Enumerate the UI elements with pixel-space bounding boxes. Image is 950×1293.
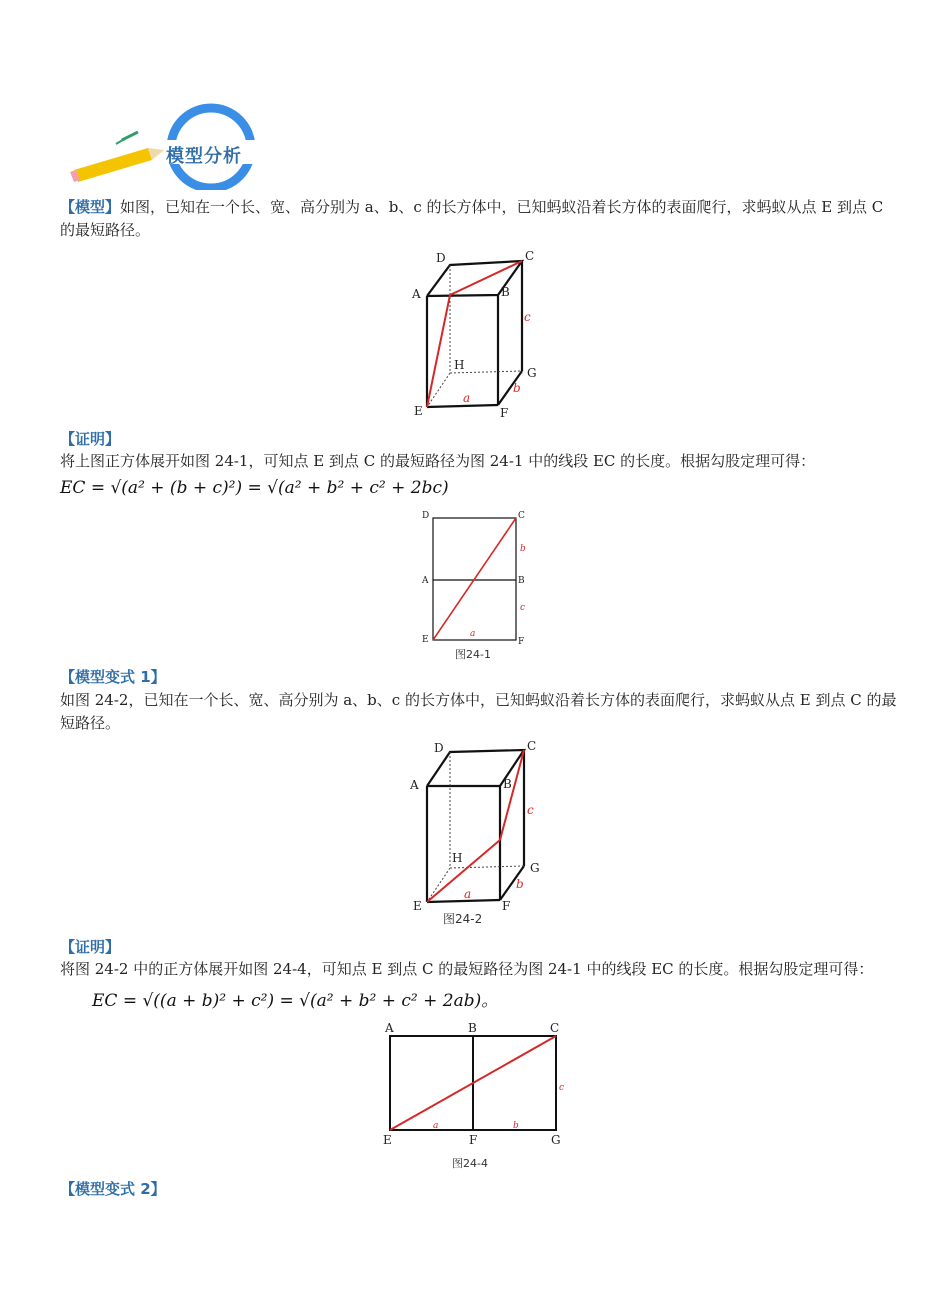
figure-24-4 bbox=[375, 1018, 575, 1153]
edge-label-b: b bbox=[513, 1121, 519, 1131]
section-badge bbox=[66, 100, 266, 190]
label-A: A bbox=[422, 576, 429, 586]
label-A: A bbox=[412, 287, 421, 301]
label-C: C bbox=[518, 511, 525, 521]
variant1-text: 如图 24-2，已知在一个长、宽、高分别为 a、b、c 的长方体中，已知蚂蚁沿着长方体的表面爬行，求蚂蚁从点 E 到点 C 的最短路径。 bbox=[60, 691, 897, 732]
proof2-formula: EC = √((a + b)² + c²) = √(a² + b² + c² + 2ab)。 bbox=[92, 991, 499, 1011]
label-E: E bbox=[422, 635, 429, 645]
edge-label-b: b bbox=[513, 381, 521, 395]
edge-label-a: a bbox=[464, 887, 472, 901]
label-E: E bbox=[413, 899, 422, 913]
figure-cuboid-1 bbox=[400, 245, 550, 420]
edge-label-c: c bbox=[527, 803, 534, 817]
label-G: G bbox=[527, 366, 537, 380]
label-G: G bbox=[530, 861, 540, 875]
label-D: D bbox=[436, 251, 446, 265]
edge-label-a: a bbox=[463, 391, 471, 405]
proof2-text: 将图 24-2 中的正方体展开如图 24-4，可知点 E 到点 C 的最短路径为图 24-1 中的线段 EC 的长度。根据勾股定理可得： bbox=[60, 960, 874, 978]
figure-24-2-caption: 图24-2 bbox=[443, 912, 483, 926]
edge-label-c: c bbox=[524, 310, 531, 324]
figure-24-4-caption: 图24-4 bbox=[452, 1157, 488, 1170]
label-C: C bbox=[550, 1021, 560, 1035]
label-B: B bbox=[501, 285, 510, 299]
label-B: B bbox=[518, 576, 525, 586]
figure-24-2 bbox=[400, 736, 550, 926]
label-D: D bbox=[434, 741, 444, 755]
variant2-heading: 【模型变式 2】 bbox=[60, 1180, 166, 1198]
edge-label-b: b bbox=[516, 877, 524, 891]
label-E: E bbox=[414, 404, 423, 418]
label-B: B bbox=[503, 777, 512, 791]
label-F: F bbox=[469, 1133, 478, 1147]
label-F: F bbox=[518, 637, 525, 647]
label-H: H bbox=[454, 358, 465, 372]
edge-label-c: c bbox=[520, 603, 526, 613]
label-D: D bbox=[422, 511, 430, 521]
variant1-heading: 【模型变式 1】 bbox=[60, 668, 166, 686]
figure-24-1-caption: 图24-1 bbox=[455, 648, 491, 661]
label-C: C bbox=[527, 739, 537, 753]
proof1-heading: 【证明】 bbox=[60, 430, 121, 448]
proof1-formula: EC = √(a² + (b + c)²) = √(a² + b² + c² + 2bc) bbox=[60, 478, 449, 498]
label-H: H bbox=[452, 851, 463, 865]
model-tag: 【模型】 bbox=[60, 198, 121, 216]
label-B: B bbox=[468, 1021, 477, 1035]
label-E: E bbox=[383, 1133, 392, 1147]
label-G: G bbox=[551, 1133, 561, 1147]
figure-24-1 bbox=[418, 508, 533, 648]
edge-label-c: c bbox=[559, 1083, 565, 1093]
label-F: F bbox=[500, 406, 509, 420]
proof1-text: 将上图正方体展开如图 24-1，可知点 E 到点 C 的最短路径为图 24-1 中的线段 EC 的长度。根据勾股定理可得： bbox=[60, 452, 816, 470]
edge-label-b: b bbox=[520, 544, 526, 554]
model-paragraph bbox=[60, 196, 900, 242]
model-text: 如图，已知在一个长、宽、高分别为 a、b、c 的长方体中，已知蚂蚁沿着长方体的表面爬行，求蚂蚁从点 E 到点 C 的最短路径。 bbox=[60, 198, 884, 239]
label-A: A bbox=[385, 1021, 394, 1035]
proof2-heading: 【证明】 bbox=[60, 938, 121, 956]
label-A: A bbox=[410, 778, 419, 792]
badge-text: 模型分析 bbox=[166, 146, 242, 167]
edge-label-a: a bbox=[433, 1121, 439, 1131]
label-C: C bbox=[525, 249, 535, 263]
edge-label-a: a bbox=[470, 629, 476, 639]
label-F: F bbox=[502, 899, 511, 913]
